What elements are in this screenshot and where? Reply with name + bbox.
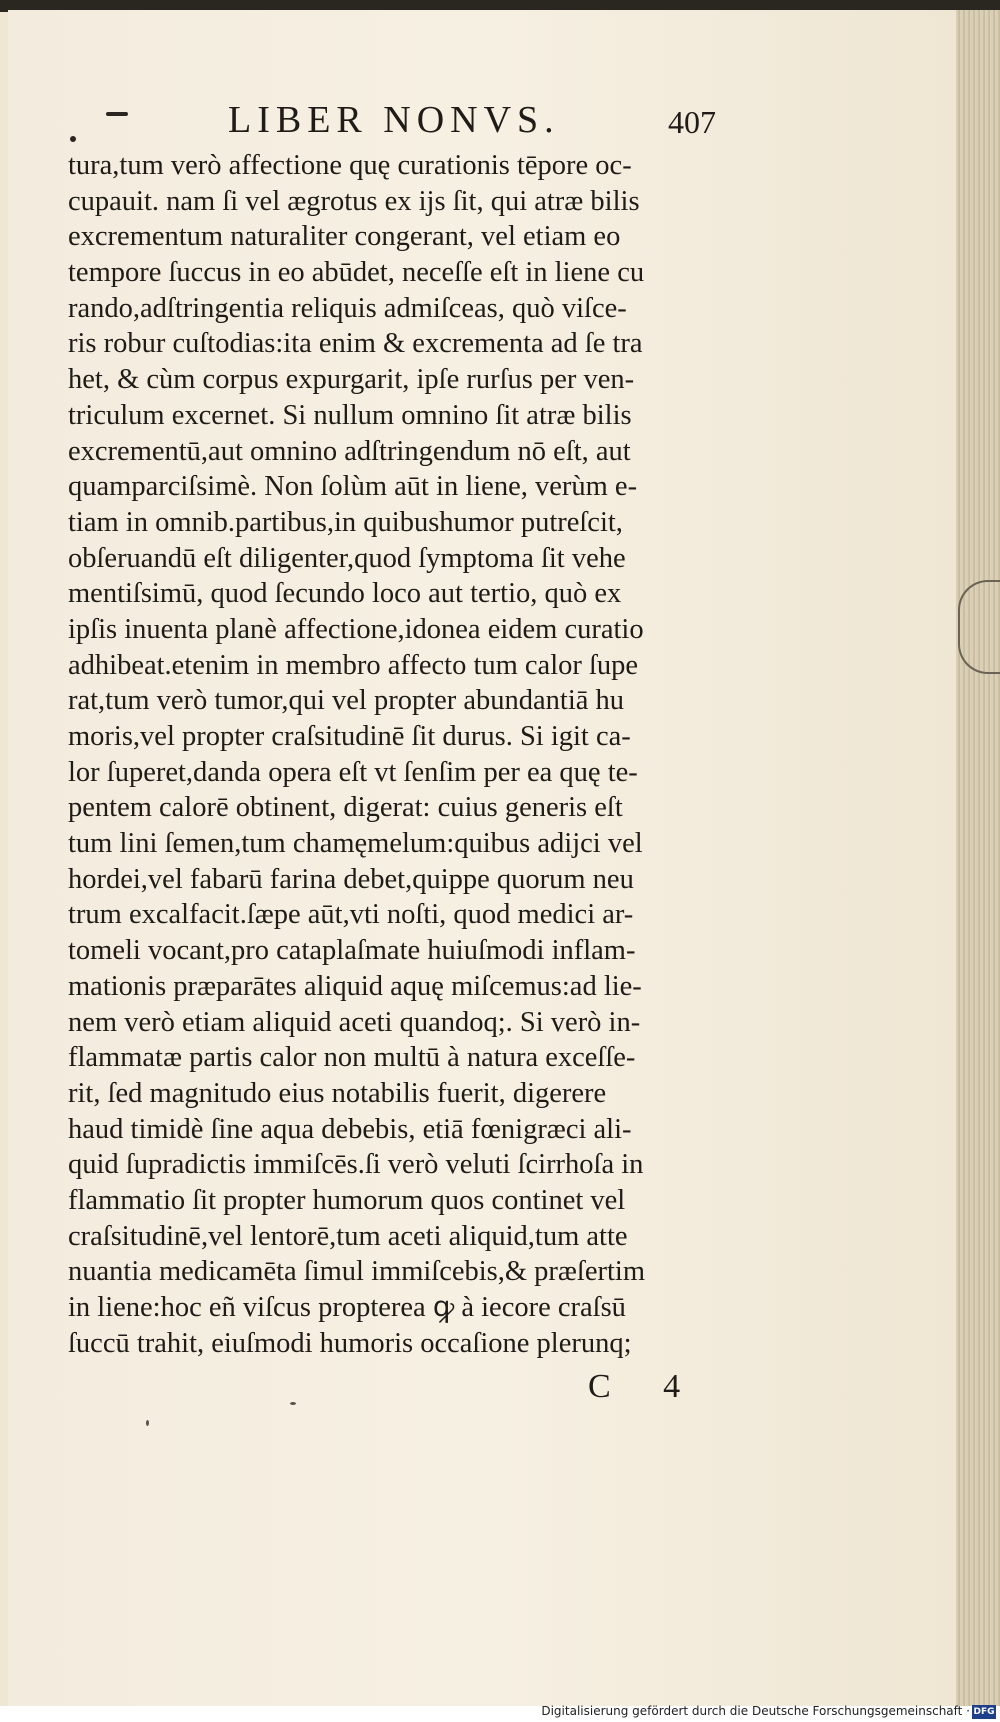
text-line: flammatio ſit propter humorum quos continet vel: [68, 1184, 626, 1216]
header-ornament: [106, 112, 128, 116]
text-line: quamparciſsimè. Non ſolùm aūt in liene, verùm e-: [68, 471, 638, 503]
text-line: moris,vel propter craſsitudinē ſit durus. Si igit ca-: [68, 721, 631, 752]
page-header: [8, 98, 956, 148]
text-line: tomeli vocant,pro cataplaſmate huiuſmodi inflam-: [68, 935, 636, 967]
text-line: haud timidè ſine aqua debebis, etiā fœnigræci ali-: [68, 1113, 632, 1145]
page-number: 407: [668, 104, 716, 140]
text-line: tempore ſuccus in eo abūdet, neceſſe eſt in liene cu: [68, 257, 645, 289]
text-line: nuantia medicamēta ſimul immiſcebis,& præſertim: [68, 1256, 645, 1288]
text-line: lor ſuperet,danda opera eſt vt ſenſim per ea quę te-: [68, 756, 638, 788]
text-line: obſeruandū eſt diligenter,quod ſymptoma ſit vehe: [68, 542, 626, 574]
text-line: cupauit. nam ſi vel ægrotus ex ijs ſit, qui atræ bilis: [68, 185, 640, 217]
text-line: in liene:hoc eñ viſcus propterea ꝙ à iecore craſsū: [68, 1292, 626, 1323]
text-line: hordei,vel fabarū farina debet,quippe quorum neu: [68, 863, 634, 895]
text-line: excrementum naturaliter congerant, vel etiam eo: [68, 221, 621, 253]
funding-credit: Digitalisierung gefördert durch die Deutsche Forschungsgemeinschaft ·: [541, 1704, 970, 1718]
text-line: trum excalfacit.ſæpe aūt,vti noſti, quod medici ar-: [68, 899, 634, 931]
dfg-logo-icon: DFG: [973, 1707, 995, 1717]
ink-speck: [146, 1420, 149, 1426]
text-line: rando,adſtringentia reliquis admiſceas, quò viſce-: [68, 292, 627, 324]
book-page: [8, 10, 957, 1710]
text-line: nem verò etiam aliquid aceti quandoq;. Si verò in-: [68, 1006, 641, 1038]
header-dot: [70, 136, 76, 142]
text-line: adhibeat.etenim in membro affecto tum calor ſupe: [68, 649, 639, 681]
text-line: mentiſsimū, quod ſecundo loco aut tertio, quò ex: [68, 578, 622, 610]
text-line: tiam in omnib.partibus,in quibushumor putreſcit,: [68, 506, 623, 538]
body-text: [68, 148, 768, 1361]
text-line: flammatæ partis calor non multū à natura exceſſe-: [68, 1042, 636, 1074]
running-title: LIBER NONVS.: [228, 99, 560, 141]
text-line: tura,tum verò affectione quę curationis tēpore oc-: [68, 150, 632, 181]
text-line: triculum excernet. Si nullum omnino ſit atræ bilis: [68, 399, 632, 431]
text-line: mationis præparātes aliquid aquę miſcemus:ad lie-: [68, 970, 642, 1002]
ink-speck: [290, 1402, 296, 1405]
text-line: pentem calorē obtinent, digerat: cuius generis eſt: [68, 792, 623, 824]
text-line: tum lini ſemen,tum chamęmelum:quibus adijci vel: [68, 828, 643, 860]
text-line: het, & cùm corpus expurgarit, ipſe rurſus per ven-: [68, 364, 635, 396]
ribbon-marker: [958, 580, 1000, 674]
text-line: excrementū,aut omnino adſtringendum nō eſt, aut: [68, 435, 631, 467]
text-line: quid ſupradictis immiſcēs.ſi verò veluti ſcirrhoſa in: [68, 1149, 644, 1181]
signature-mark: C 4: [588, 1368, 703, 1405]
text-line: ipſis inuenta planè affectione,idonea eidem curatio: [68, 613, 644, 645]
text-line: rat,tum verò tumor,qui vel propter abundantiā hu: [68, 685, 625, 717]
page-edges: [956, 10, 1000, 1710]
text-line: ris robur cuſtodias:ita enim & excrementa ad ſe tra: [68, 328, 643, 360]
text-line: ſuccū trahit, eiuſmodi humoris occaſione plerunq;: [68, 1327, 632, 1359]
text-line: rit, ſed magnitudo eius notabilis fuerit, digerere: [68, 1077, 607, 1109]
text-line: craſsitudinē,vel lentorē,tum aceti aliquid,tum atte: [68, 1220, 628, 1252]
